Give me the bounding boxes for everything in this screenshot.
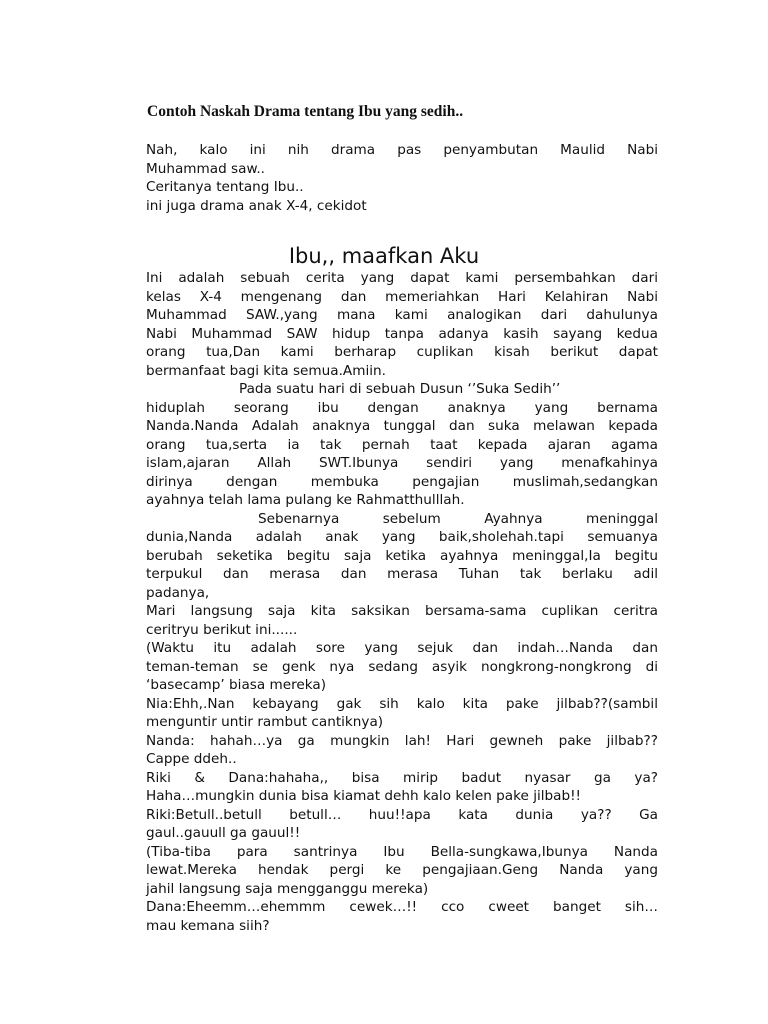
- body-line: jahil langsung saja mengganggu mereka): [146, 880, 429, 897]
- body-line: orang tua,Dan kami berharap cuplikan kisah berikut dapat: [146, 344, 658, 360]
- page-title: Contoh Naskah Drama tentang Ibu yang sedih..: [147, 103, 464, 120]
- body-line: (Tiba-tiba para santrinya Ibu Bella-sungkawa,Ibunya Nanda: [146, 843, 658, 860]
- body-line: Dana:Eheemm…ehemmm cewek…!! cco cweet banget sih…: [146, 899, 658, 915]
- body-line: Muhammad SAW.,yang mana kami analogikan dari dahulunya: [146, 307, 658, 323]
- body-line: ceritryu berikut ini......: [146, 621, 298, 638]
- body-line: gaul..gauull ga gauul!!: [146, 825, 301, 841]
- body-line: Nabi Muhammad SAW hidup tanpa adanya kasih sayang kedua: [146, 325, 658, 342]
- body-line: bermanfaat bagi kita semua.Amiin.: [146, 362, 386, 379]
- body-line: hiduplah seorang ibu dengan anaknya yang bernama: [146, 399, 658, 416]
- body-line: Mari langsung saja kita saksikan bersama-sama cuplikan ceritra: [146, 603, 658, 619]
- body-line: Nanda.Nanda Adalah anaknya tunggal dan suka melawan kepada: [146, 418, 658, 434]
- body-line: Pada suatu hari di sebuah Dusun ‘’Suka Sedih’’: [239, 381, 561, 397]
- body-line: Ini adalah sebuah cerita yang dapat kami persembahkan dari: [146, 270, 658, 286]
- body-line: (Waktu itu adalah sore yang sejuk dan indah…Nanda dan: [146, 640, 658, 656]
- body-line: Nia:Ehh,.Nan kebayang gak sih kalo kita pake jilbab??(sambil: [146, 695, 658, 712]
- body-line: ‘basecamp’ biasa mereka): [146, 677, 327, 693]
- intro-line: Nah, kalo ini nih drama pas penyambutan Maulid Nabi: [146, 142, 658, 158]
- body-line: menguntir untir rambut cantiknya): [146, 714, 384, 730]
- body-line: Nanda: hahah…ya ga mungkin lah! Hari gewneh pake jilbab??: [146, 732, 658, 749]
- body-line: padanya,: [146, 584, 210, 601]
- drama-title: Ibu,, maafkan Aku: [288, 244, 480, 268]
- body-line: lewat.Mereka hendak pergi ke pengajiaan.Geng Nanda yang: [146, 862, 658, 878]
- body-line: dirinya dengan membuka pengajian muslimah,sedangkan: [146, 473, 658, 490]
- body-line: terpukul dan merasa dan merasa Tuhan tak berlaku adil: [146, 566, 658, 582]
- drama-body: [146, 269, 658, 935]
- body-line: kelas X-4 mengenang dan memeriahkan Hari Kelahiran Nabi: [146, 288, 658, 305]
- body-line: mau kemana siih?: [146, 917, 270, 934]
- body-line: Riki & Dana:hahaha,, bisa mirip badut nyasar ga ya?: [146, 769, 658, 786]
- body-line: islam,ajaran Allah SWT.Ibunya sendiri yang menafkahinya: [146, 455, 658, 471]
- body-line: teman-teman se genk nya sedang asyik nongkrong-nongkrong di: [146, 658, 658, 675]
- body-line: Riki:Betull..betull betull… huu!!apa kata dunia ya?? Ga: [146, 806, 658, 823]
- body-line: orang tua,serta ia tak pernah taat kepada ajaran agama: [146, 436, 658, 453]
- body-line: ayahnya telah lama pulang ke Rahmatthulllah.: [146, 492, 465, 508]
- intro-line: Ceritanya tentang Ibu..: [146, 179, 304, 195]
- body-line: berubah seketika begitu saja ketika ayahnya meninggal,Ia begitu: [146, 547, 658, 564]
- body-line: Sebenarnya sebelum Ayahnya meninggal: [258, 510, 658, 527]
- intro-line: ini juga drama anak X-4, cekidot: [146, 197, 367, 214]
- intro-line: Muhammad saw..: [146, 160, 265, 177]
- body-line: Cappe ddeh..: [146, 751, 237, 767]
- body-line: dunia,Nanda adalah anak yang baik,sholehah.tapi semuanya: [146, 529, 658, 545]
- intro-block: [146, 141, 658, 215]
- body-line: Haha…mungkin dunia bisa kiamat dehh kalo kelen pake jilbab!!: [146, 788, 582, 804]
